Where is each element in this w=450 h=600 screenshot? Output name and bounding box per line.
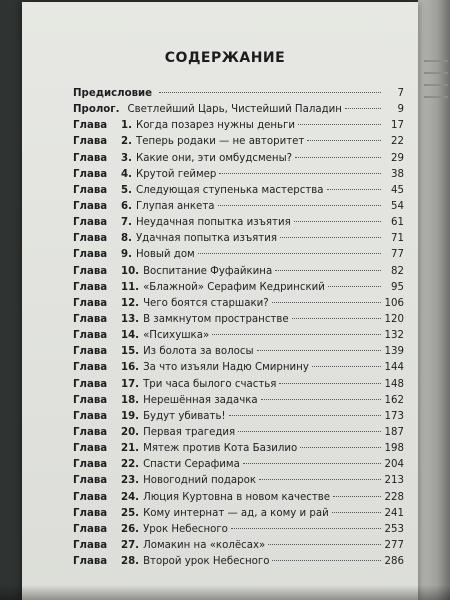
toc-entry	[73, 118, 404, 134]
toc-entry	[73, 102, 404, 118]
toc-entry	[73, 215, 404, 231]
toc-entry	[73, 134, 404, 150]
chapter-number: 26.	[121, 523, 140, 535]
page-number: 277	[384, 539, 404, 551]
page-number: 7	[397, 88, 404, 99]
dot-leader	[257, 350, 381, 351]
toc-entry	[73, 506, 404, 522]
chapter-title: Крутой геймер	[135, 168, 217, 180]
chapter-title: Урок Небесного	[143, 523, 228, 535]
page-number: 144	[384, 362, 404, 374]
dot-leader	[279, 383, 381, 384]
entry-label: Глава	[73, 539, 108, 551]
dot-leader	[332, 512, 381, 513]
dot-leader	[328, 286, 381, 287]
chapter-number: 10.	[121, 265, 140, 277]
entry-label: Глава	[73, 378, 108, 390]
dot-leader	[272, 302, 381, 303]
chapter-title: Из болота за волосы	[143, 346, 254, 358]
toc-entry	[73, 490, 404, 506]
entry-label: Глава	[73, 426, 108, 438]
toc-entry	[73, 473, 404, 489]
chapter-number: 7.	[121, 217, 132, 229]
toc-entry	[73, 344, 404, 360]
chapter-number: 3.	[121, 152, 132, 164]
dot-leader	[275, 270, 381, 271]
chapter-title: Какие они, эти омбудсмены?	[135, 152, 293, 164]
toc-entry	[73, 280, 404, 296]
dot-leader	[307, 140, 381, 141]
entry-label: Глава	[73, 410, 108, 422]
chapter-title: Ломакин на «колёсах»	[143, 539, 266, 551]
page-number: 95	[391, 281, 404, 293]
page-number: 54	[391, 200, 404, 212]
chapter-title: Три часа былого счастья	[143, 378, 277, 390]
dot-leader	[280, 237, 381, 238]
chapter-number: 20.	[121, 426, 140, 438]
chapter-number: 4.	[121, 168, 132, 180]
page-number: 187	[384, 426, 404, 438]
toc-entry	[73, 296, 404, 312]
chapter-number: 2.	[121, 136, 132, 148]
dot-leader	[292, 318, 381, 319]
page-number: 106	[384, 297, 404, 309]
chapter-number: 6.	[121, 200, 132, 212]
toc-entry	[73, 199, 404, 215]
page-number: 77	[391, 249, 404, 261]
entry-label: Глава	[73, 136, 108, 148]
toc-entry	[73, 312, 404, 328]
dot-leader	[198, 253, 381, 254]
dot-leader	[218, 205, 382, 206]
chapter-title: «Психушка»	[143, 330, 210, 342]
chapter-title: Теперь родаки — не авторитет	[135, 136, 305, 148]
chapter-title: Следующая ступенька мастерства	[135, 184, 324, 196]
dot-leader	[238, 431, 381, 432]
entry-label: Глава	[73, 120, 108, 132]
entry-label: Глава	[73, 265, 108, 277]
chapter-number: 24.	[121, 491, 140, 503]
chapter-number: 14.	[121, 330, 140, 342]
page-number: 120	[384, 313, 404, 325]
entry-label: Глава	[73, 313, 108, 325]
chapter-title: Нерешённая задачка	[143, 394, 258, 406]
chapter-number: 1.	[121, 120, 132, 132]
entry-label: Глава	[73, 249, 108, 261]
toc-entry	[73, 167, 404, 183]
page-number: 213	[384, 475, 404, 487]
toc-entry	[73, 425, 404, 441]
facing-page-edge	[418, 0, 450, 600]
dot-leader	[272, 560, 381, 561]
chapter-number: 19.	[121, 410, 140, 422]
entry-label: Глава	[73, 523, 108, 535]
table-of-contents	[73, 86, 404, 570]
dot-leader	[345, 108, 381, 109]
entry-label: Глава	[73, 362, 108, 374]
page-number: 148	[384, 378, 404, 390]
chapter-number: 5.	[121, 184, 132, 196]
dot-leader	[298, 124, 381, 125]
chapter-title: Неудачная попытка изъятия	[135, 217, 291, 229]
page-number: 253	[384, 523, 404, 535]
dot-leader	[333, 496, 381, 497]
page-number: 198	[384, 443, 404, 455]
toc-entry	[73, 393, 404, 409]
chapter-number: 22.	[121, 459, 140, 471]
page-number: 228	[384, 491, 404, 503]
chapter-title: Чего боятся старшаки?	[143, 297, 269, 309]
entry-label: Глава	[73, 152, 108, 164]
page-number: 286	[384, 556, 404, 568]
dot-leader	[259, 479, 381, 480]
toc-entry	[73, 554, 404, 570]
chapter-title: Второй урок Небесного	[143, 556, 270, 568]
entry-label: Глава	[73, 168, 108, 180]
chapter-number: 9.	[121, 249, 132, 261]
entry-label: Глава	[73, 233, 108, 245]
chapter-title: Светлейший Царь, Чистейший Паладин	[127, 104, 342, 116]
chapter-number: 13.	[121, 313, 140, 325]
page-title: СОДЕРЖАНИЕ	[164, 50, 286, 66]
entry-label: Глава	[73, 297, 108, 309]
entry-label: Глава	[73, 217, 108, 229]
chapter-number: 17.	[121, 378, 140, 390]
chapter-number: 23.	[121, 475, 140, 487]
page-number: 162	[384, 394, 404, 406]
page-number: 241	[384, 507, 404, 519]
chapter-number: 18.	[121, 394, 140, 406]
entry-label: Глава	[73, 507, 108, 519]
entry-label: Глава	[73, 556, 108, 568]
toc-entry	[73, 377, 404, 393]
dot-leader	[312, 366, 381, 367]
toc-entry	[73, 151, 404, 167]
chapter-title: Новогодний подарок	[143, 475, 256, 487]
chapter-title: Первая трагедия	[143, 426, 236, 438]
chapter-title: Когда позарез нужны деньги	[135, 120, 296, 132]
dot-leader	[294, 221, 381, 222]
bottom-shadow	[0, 585, 450, 600]
toc-entry	[73, 441, 404, 457]
dot-leader	[231, 528, 381, 529]
entry-label: Глава	[73, 475, 108, 487]
page-number: 71	[391, 233, 404, 245]
chapter-number: 8.	[121, 233, 132, 245]
page-number: 204	[384, 459, 404, 471]
page-number: 139	[384, 346, 404, 358]
chapter-title: Удачная попытка изъятия	[135, 233, 277, 245]
chapter-number: 11.	[121, 281, 140, 293]
page-number: 29	[391, 152, 404, 164]
entry-label: Пролог.	[73, 104, 120, 116]
chapter-title: «Блажной» Серафим Кедринский	[143, 281, 325, 293]
page-number: 22	[391, 136, 404, 148]
entry-label: Глава	[73, 184, 108, 196]
toc-entry	[73, 86, 404, 102]
toc-entry	[73, 522, 404, 538]
chapter-title: Спасти Серафима	[143, 459, 240, 471]
chapter-title: За что изъяли Надю Смирнину	[143, 362, 309, 374]
toc-entry	[73, 538, 404, 554]
entry-label: Глава	[73, 459, 108, 471]
entry-label: Глава	[73, 200, 108, 212]
dot-leader	[268, 544, 381, 545]
chapter-number: 16.	[121, 362, 140, 374]
page-number: 17	[391, 120, 404, 132]
chapter-title: Новый дом	[135, 249, 195, 261]
chapter-number: 25.	[121, 507, 140, 519]
chapter-number: 15.	[121, 346, 140, 358]
chapter-title: Люция Куртовна в новом качестве	[143, 491, 331, 503]
entry-label: Глава	[73, 491, 108, 503]
toc-entry	[73, 360, 404, 376]
chapter-title: Мятеж против Кота Базилио	[143, 443, 298, 455]
chapter-title: Будут убивать!	[143, 410, 226, 422]
chapter-number: 12.	[121, 297, 140, 309]
chapter-title: Воспитание Фуфайкина	[143, 265, 273, 277]
toc-entry	[73, 328, 404, 344]
chapter-title: Глупая анкета	[135, 200, 215, 212]
entry-label: Глава	[73, 330, 108, 342]
dot-leader	[327, 189, 382, 190]
dot-leader	[295, 157, 381, 158]
page-number: 173	[384, 410, 404, 422]
dot-leader	[212, 334, 381, 335]
chapter-number: 27.	[121, 539, 140, 551]
dot-leader	[219, 173, 381, 174]
dot-leader	[229, 415, 381, 416]
chapter-number: 28.	[121, 556, 140, 568]
toc-entry	[73, 247, 404, 263]
chapter-title: Кому интернат — ад, а кому и рай	[143, 507, 329, 519]
dot-leader	[159, 92, 381, 93]
page-number: 132	[384, 330, 404, 342]
dot-leader	[243, 463, 381, 464]
entry-label: Предисловие	[73, 88, 153, 99]
entry-label: Глава	[73, 394, 108, 406]
toc-entry	[73, 264, 404, 280]
page-number: 82	[391, 265, 404, 277]
dot-leader	[300, 447, 381, 448]
entry-label: Глава	[73, 281, 108, 293]
dot-leader	[261, 399, 381, 400]
page-number: 45	[391, 184, 404, 196]
chapter-title: В замкнутом пространстве	[143, 313, 289, 325]
page-number: 9	[397, 104, 404, 116]
toc-entry	[73, 231, 404, 247]
page-number: 38	[391, 168, 404, 180]
chapter-number: 21.	[121, 443, 140, 455]
entry-label: Глава	[73, 443, 108, 455]
toc-entry	[73, 183, 404, 199]
entry-label: Глава	[73, 346, 108, 358]
toc-entry	[73, 457, 404, 473]
page-number: 61	[391, 217, 404, 229]
toc-entry	[73, 409, 404, 425]
